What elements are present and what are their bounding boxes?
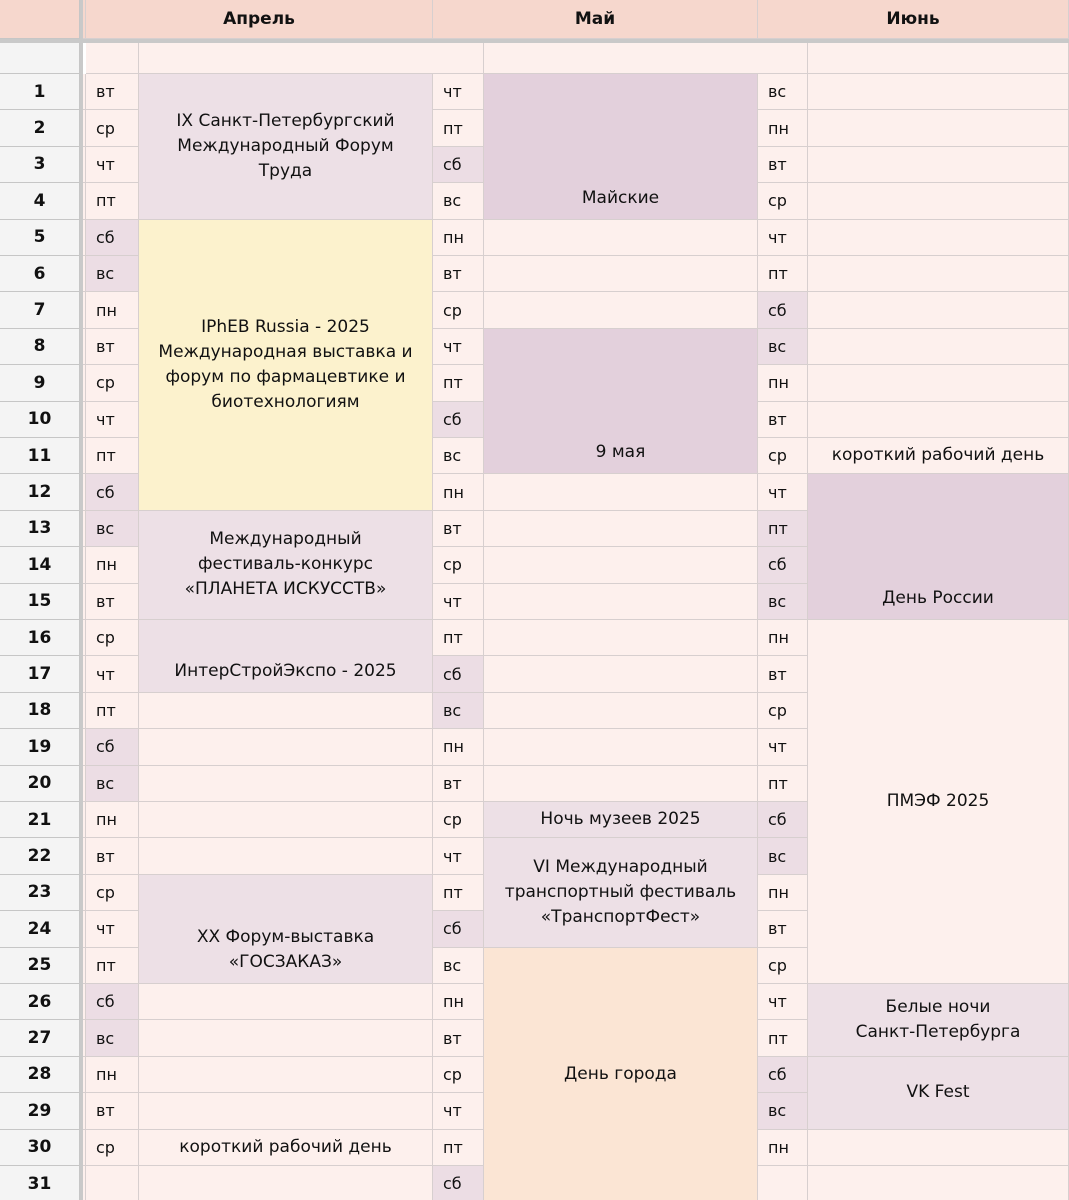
weekday-cell[interactable]: ср	[758, 183, 808, 219]
weekday-cell[interactable]: вс	[758, 329, 808, 365]
event-april[interactable]: IX Санкт-Петербургский Международный Форум Труда	[139, 74, 433, 220]
event-cell[interactable]	[808, 74, 1069, 110]
spacer-dow-april[interactable]	[86, 43, 139, 74]
row-number[interactable]: 26	[0, 984, 80, 1020]
weekday-cell[interactable]: ср	[758, 693, 808, 729]
weekday-cell[interactable]: сб	[433, 402, 484, 438]
month-header-june[interactable]: Июнь	[758, 0, 1069, 39]
corner-cell[interactable]	[0, 0, 80, 39]
weekday-cell[interactable]: сб	[758, 802, 808, 838]
event-cell[interactable]	[808, 220, 1069, 256]
row-number[interactable]: 24	[0, 911, 80, 947]
event-may[interactable]: Майские	[484, 74, 758, 220]
event-cell[interactable]	[484, 220, 758, 256]
event-may[interactable]: VI Международный транспортный фестиваль «ТранспортФест»	[484, 838, 758, 947]
row-number[interactable]: 15	[0, 584, 80, 620]
row-number[interactable]: 22	[0, 838, 80, 874]
weekday-cell[interactable]: вт	[86, 1093, 139, 1129]
event-may[interactable]: 9 мая	[484, 329, 758, 475]
row-number[interactable]: 5	[0, 220, 80, 256]
event-may[interactable]: Ночь музеев 2025	[484, 802, 758, 838]
spacer-dow-may[interactable]	[433, 43, 484, 74]
weekday-cell[interactable]: пн	[433, 729, 484, 765]
event-april[interactable]: XX Форум-выставка «ГОСЗАКАЗ»	[139, 875, 433, 984]
weekday-cell[interactable]: пн	[758, 365, 808, 401]
weekday-cell[interactable]: пт	[758, 511, 808, 547]
event-cell[interactable]	[484, 729, 758, 765]
event-cell[interactable]	[484, 693, 758, 729]
weekday-cell[interactable]: вт	[86, 838, 139, 874]
weekday-cell[interactable]: чт	[758, 729, 808, 765]
spacer-dow-june[interactable]	[758, 43, 808, 74]
freeze-pane-vertical	[80, 0, 83, 1200]
weekday-cell[interactable]: пт	[86, 693, 139, 729]
row-number[interactable]: 18	[0, 693, 80, 729]
event-cell[interactable]	[484, 656, 758, 692]
event-cell[interactable]	[484, 511, 758, 547]
event-cell[interactable]	[484, 584, 758, 620]
weekday-cell[interactable]: пн	[86, 547, 139, 583]
weekday-cell[interactable]: чт	[433, 1093, 484, 1129]
row-number[interactable]: 23	[0, 875, 80, 911]
weekday-cell[interactable]: вт	[86, 584, 139, 620]
event-cell[interactable]	[808, 147, 1069, 183]
weekday-cell[interactable]: сб	[758, 1057, 808, 1093]
row-number[interactable]: 9	[0, 365, 80, 401]
weekday-cell[interactable]: вс	[433, 948, 484, 984]
weekday-cell[interactable]: вс	[86, 256, 139, 292]
freeze-pane-horizontal	[0, 39, 1069, 43]
weekday-cell[interactable]: вс	[758, 1093, 808, 1129]
row-number[interactable]: 28	[0, 1057, 80, 1093]
weekday-cell[interactable]: вс	[86, 1020, 139, 1056]
event-april[interactable]: IPhEB Russia - 2025 Международная выставка и форум по фармацевтике и биотехнологиям	[139, 220, 433, 511]
weekday-cell[interactable]: ср	[86, 110, 139, 146]
event-cell[interactable]	[808, 402, 1069, 438]
weekday-cell[interactable]: пн	[86, 1057, 139, 1093]
weekday-cell[interactable]: пн	[758, 1130, 808, 1166]
event-cell[interactable]	[139, 1057, 433, 1093]
weekday-cell[interactable]: пт	[86, 438, 139, 474]
weekday-cell[interactable]: вс	[86, 766, 139, 802]
weekday-cell[interactable]: ср	[433, 292, 484, 328]
row-number[interactable]: 17	[0, 656, 80, 692]
weekday-cell[interactable]: чт	[433, 74, 484, 110]
row-number[interactable]: 31	[0, 1166, 80, 1200]
weekday-cell[interactable]: чт	[86, 911, 139, 947]
weekday-cell[interactable]: вс	[86, 511, 139, 547]
weekday-cell[interactable]	[86, 1166, 139, 1200]
row-number[interactable]: 4	[0, 183, 80, 219]
weekday-cell[interactable]: ср	[758, 438, 808, 474]
weekday-cell[interactable]	[758, 1166, 808, 1200]
event-cell[interactable]	[808, 292, 1069, 328]
weekday-cell[interactable]: пт	[433, 365, 484, 401]
row-number[interactable]: 19	[0, 729, 80, 765]
weekday-cell[interactable]: пн	[86, 802, 139, 838]
row-number[interactable]: 30	[0, 1130, 80, 1166]
event-cell[interactable]	[808, 1166, 1069, 1200]
row-number[interactable]: 2	[0, 110, 80, 146]
weekday-cell[interactable]: вт	[86, 74, 139, 110]
event-cell[interactable]	[808, 183, 1069, 219]
event-june[interactable]: День России	[808, 474, 1069, 620]
event-cell[interactable]	[139, 838, 433, 874]
weekday-cell[interactable]: пн	[86, 292, 139, 328]
event-cell[interactable]	[139, 766, 433, 802]
weekday-cell[interactable]: вт	[433, 511, 484, 547]
event-cell[interactable]	[139, 1093, 433, 1129]
weekday-cell[interactable]: сб	[433, 1166, 484, 1200]
weekday-cell[interactable]: пн	[758, 875, 808, 911]
row-number[interactable]: 20	[0, 766, 80, 802]
weekday-cell[interactable]: пт	[433, 875, 484, 911]
event-april[interactable]: короткий рабочий день	[139, 1130, 433, 1166]
event-cell[interactable]	[808, 110, 1069, 146]
weekday-cell[interactable]: вс	[433, 438, 484, 474]
weekday-cell[interactable]: чт	[758, 474, 808, 510]
row-number[interactable]: 11	[0, 438, 80, 474]
weekday-cell[interactable]: пт	[86, 948, 139, 984]
event-cell[interactable]	[808, 256, 1069, 292]
weekday-cell[interactable]: чт	[758, 220, 808, 256]
weekday-cell[interactable]: вс	[433, 183, 484, 219]
weekday-cell[interactable]: сб	[86, 474, 139, 510]
weekday-cell[interactable]: пн	[758, 620, 808, 656]
weekday-cell[interactable]: чт	[758, 984, 808, 1020]
weekday-cell[interactable]: вт	[433, 256, 484, 292]
event-cell[interactable]	[484, 256, 758, 292]
weekday-cell[interactable]: ср	[86, 365, 139, 401]
weekday-cell[interactable]: ср	[86, 1130, 139, 1166]
weekday-cell[interactable]: пт	[433, 620, 484, 656]
weekday-cell[interactable]: ср	[86, 620, 139, 656]
weekday-cell[interactable]: пн	[758, 110, 808, 146]
event-cell[interactable]	[139, 693, 433, 729]
event-cell[interactable]	[139, 984, 433, 1020]
weekday-cell[interactable]: сб	[758, 292, 808, 328]
weekday-cell[interactable]: вс	[758, 74, 808, 110]
weekday-cell[interactable]: пт	[86, 183, 139, 219]
weekday-cell[interactable]: сб	[433, 911, 484, 947]
weekday-cell[interactable]: ср	[433, 1057, 484, 1093]
weekday-cell[interactable]: ср	[433, 802, 484, 838]
weekday-cell[interactable]: сб	[433, 656, 484, 692]
event-cell[interactable]	[484, 766, 758, 802]
weekday-cell[interactable]: вт	[433, 766, 484, 802]
weekday-cell[interactable]: сб	[86, 984, 139, 1020]
event-cell[interactable]	[139, 1020, 433, 1056]
weekday-cell[interactable]: чт	[86, 147, 139, 183]
weekday-cell[interactable]: вт	[758, 911, 808, 947]
row-number[interactable]: 1	[0, 74, 80, 110]
event-cell[interactable]	[808, 1130, 1069, 1166]
weekday-cell[interactable]: вс	[758, 584, 808, 620]
event-june[interactable]: VK Fest	[808, 1057, 1069, 1130]
row-number[interactable]: 21	[0, 802, 80, 838]
weekday-cell[interactable]: вс	[758, 838, 808, 874]
event-april[interactable]: Международный фестиваль-конкурс «ПЛАНЕТА ИСКУССТВ»	[139, 511, 433, 620]
event-cell[interactable]	[139, 1166, 433, 1200]
spacer-row[interactable]	[86, 43, 1069, 74]
event-cell[interactable]	[484, 547, 758, 583]
event-cell[interactable]	[808, 329, 1069, 365]
weekday-cell[interactable]: чт	[86, 656, 139, 692]
weekday-cell[interactable]: вт	[86, 329, 139, 365]
row-number[interactable]: 14	[0, 547, 80, 583]
row-number[interactable]: 3	[0, 147, 80, 183]
weekday-cell[interactable]: пн	[433, 474, 484, 510]
row-number[interactable]: 8	[0, 329, 80, 365]
event-cell[interactable]	[139, 729, 433, 765]
row-number[interactable]: 7	[0, 292, 80, 328]
weekday-cell[interactable]: ср	[758, 948, 808, 984]
event-cell[interactable]	[484, 620, 758, 656]
row-number[interactable]: 12	[0, 474, 80, 510]
weekday-cell[interactable]: пт	[758, 1020, 808, 1056]
row-number[interactable]: 27	[0, 1020, 80, 1056]
weekday-cell[interactable]: ср	[86, 875, 139, 911]
weekday-cell[interactable]: сб	[433, 147, 484, 183]
weekday-cell[interactable]: чт	[433, 329, 484, 365]
event-june[interactable]: ПМЭФ 2025	[808, 620, 1069, 984]
row-number-blank[interactable]	[0, 43, 80, 74]
weekday-cell[interactable]: чт	[86, 402, 139, 438]
event-june[interactable]: короткий рабочий день	[808, 438, 1069, 474]
weekday-cell[interactable]: пт	[433, 1130, 484, 1166]
event-cell[interactable]	[139, 802, 433, 838]
row-number[interactable]: 16	[0, 620, 80, 656]
row-number[interactable]: 13	[0, 511, 80, 547]
event-cell[interactable]	[484, 474, 758, 510]
event-cell[interactable]	[484, 292, 758, 328]
weekday-cell[interactable]: сб	[86, 729, 139, 765]
weekday-cell[interactable]: сб	[86, 220, 139, 256]
weekday-cell[interactable]: чт	[433, 838, 484, 874]
row-number[interactable]: 6	[0, 256, 80, 292]
event-may[interactable]: День города	[484, 948, 758, 1200]
weekday-cell[interactable]: пт	[758, 766, 808, 802]
event-cell[interactable]	[808, 365, 1069, 401]
month-header-may[interactable]: Май	[433, 0, 758, 39]
weekday-cell[interactable]: сб	[758, 547, 808, 583]
row-number[interactable]: 10	[0, 402, 80, 438]
weekday-cell[interactable]: вт	[433, 1020, 484, 1056]
weekday-cell[interactable]: вт	[758, 147, 808, 183]
weekday-cell[interactable]: чт	[433, 584, 484, 620]
weekday-cell[interactable]: пн	[433, 220, 484, 256]
row-number[interactable]: 25	[0, 948, 80, 984]
event-june[interactable]: Белые ночи Санкт-Петербурга	[808, 984, 1069, 1057]
weekday-cell[interactable]: ср	[433, 547, 484, 583]
row-number[interactable]: 29	[0, 1093, 80, 1129]
month-header-april[interactable]: Апрель	[86, 0, 433, 39]
weekday-cell[interactable]: вт	[758, 402, 808, 438]
weekday-cell[interactable]: вт	[758, 656, 808, 692]
weekday-cell[interactable]: пт	[433, 110, 484, 146]
weekday-cell[interactable]: вс	[433, 693, 484, 729]
weekday-cell[interactable]: пт	[758, 256, 808, 292]
event-april[interactable]: ИнтерСтройЭкспо - 2025	[139, 620, 433, 693]
weekday-cell[interactable]: пн	[433, 984, 484, 1020]
